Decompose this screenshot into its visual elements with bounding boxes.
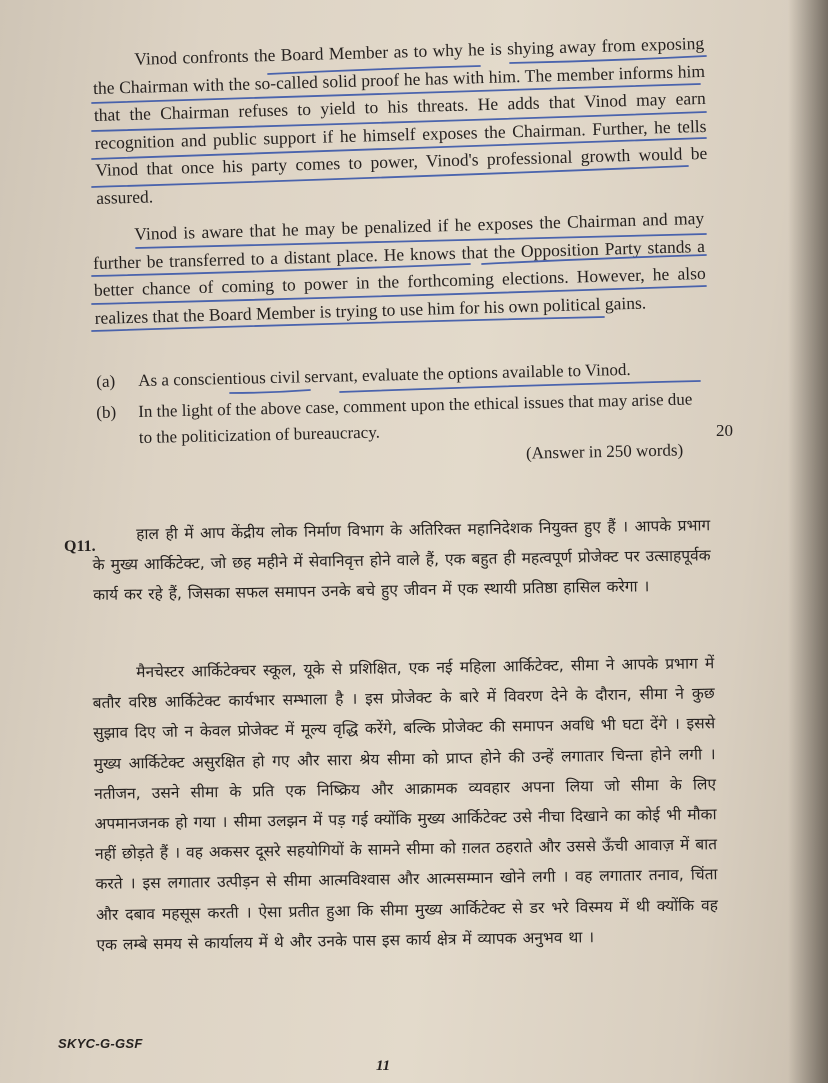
pen-underline-stroke bbox=[136, 234, 706, 248]
case-paragraph-2: Vinod is aware that he may be penalized if he exposes the Chairman and may further be transferred to a distant place. He knows that the Opposition Party stands a better chance of coming to power in the forthcoming elections. However, he also realizes that the Board Member is trying to use him for his own political gains. bbox=[92, 207, 706, 328]
case-paragraph-1: Vinod confronts the Board Member as to why he is shying away from exposing the Chairman with the so-called solid proof he has with him. The member informs him that the Chairman refuses to yield to his threats. He adds that Vinod may earn recognition and public support if he himself exposes the Chairman. Further, he tells Vinod that once his party comes to power, Vinod's professional growth would be assured. bbox=[92, 32, 708, 208]
question-a-label: (a) bbox=[96, 371, 116, 391]
question-a-text: As a conscientious civil servant, evaluate the options available to Vinod. bbox=[138, 359, 631, 391]
pen-underline-stroke bbox=[482, 255, 706, 264]
pen-underline-stroke bbox=[230, 390, 310, 393]
paper-code: SKYC-G-GSF bbox=[58, 1036, 143, 1051]
pen-underline-stroke bbox=[92, 84, 700, 103]
pen-underline-stroke bbox=[92, 264, 470, 276]
pen-underline-stroke bbox=[92, 286, 706, 304]
pen-underline-stroke bbox=[510, 56, 706, 63]
pen-underline-stroke bbox=[92, 112, 706, 131]
question-number: Q11. bbox=[64, 538, 96, 555]
question-b-label: (b) bbox=[96, 402, 117, 422]
q11-paragraph-2: मैनचेस्टर आर्किटेक्चर स्कूल, यूके से प्रशिक्षित, एक नई महिला आर्किटेक्ट, सीमा ने आपके प्रभाग में बतौर वरिष्ठ आर्किटेक्ट कार्यभार सम्भाला है । इस प्रोजेक्ट के बारे में विवरण देने के दौरान, सीमा ने कुछ सुझाव दिए जो न केवल प्रोजेक्ट में मूल्य वृद्धि करेंगे, बल्कि प्रोजेक्ट की समापन अवधि भी घटा देंगे । इससे मुख्य आर्किटेक्ट असुरक्षित हो गए और सारा श्रेय सीमा को प्राप्त होने की उन्हें लगातार चिन्ता होने लगी । नतीजन, उसने सीमा के प्रति एक निष्क्रिय और आक्रामक व्यवहार अपना लिया जो सीमा के लिए अपमानजनक हो गया । सीमा उलझन में पड़ गई क्योंकि मुख्य आर्किटेक्ट उसे नीचा दिखाने का कोई भी मौका नहीं छोड़ते हैं । वह अकसर दूसरे सहयोगियों के सामने सीमा को ग़लत ठहराते और उससे ऊँची आवाज़ में बात करते । इस लगातार उत्पीड़न से सीमा आत्मविश्वास और आत्मसम्मान खोने लगी । वह लगातार तनाव, चिंता और दबाव महसूस करती । ऐसा प्रतीत हुआ कि सीमा मुख्य आर्किटेक्ट से डर भरे विस्मय में थी क्योंकि वह एक लम्बे समय से कार्यालय में थे और उनके पास इस कार्य क्षेत्र में व्यापक अनुभव था । bbox=[92, 654, 719, 954]
pen-underline-stroke bbox=[92, 138, 706, 159]
q11-paragraph-1: हाल ही में आप केंद्रीय लोक निर्माण विभाग के अतिरिक्त महानिदेशक नियुक्त हुए हैं । आपके प्रभाग के मुख्य आर्किटेक्ट, जो छह महीने में सेवानिवृत्त होने वाले हैं, एक बहुत ही महत्वपूर्ण प्रोजेक्ट पर उत्साहपूर्वक कार्य कर रहे हैं, जिसका सफल समापन उनके बचे हुए जीवन में एक स्थायी प्रतिष्ठा हासिल करेगा । bbox=[92, 516, 711, 605]
pen-underline-stroke bbox=[340, 381, 700, 392]
pen-underline-stroke bbox=[92, 166, 688, 187]
pen-underline-stroke bbox=[92, 317, 604, 331]
question-marks: 20 bbox=[716, 421, 733, 440]
answer-word-limit: (Answer in 250 words) bbox=[525, 440, 684, 463]
page-number: 11 bbox=[376, 1058, 391, 1074]
page-edge-shadow bbox=[788, 0, 828, 1083]
question-b-text: In the light of the above case, comment upon the ethical issues that may arise due to the politicization of bureaucracy. bbox=[138, 389, 693, 448]
pen-underline-stroke bbox=[268, 66, 480, 74]
